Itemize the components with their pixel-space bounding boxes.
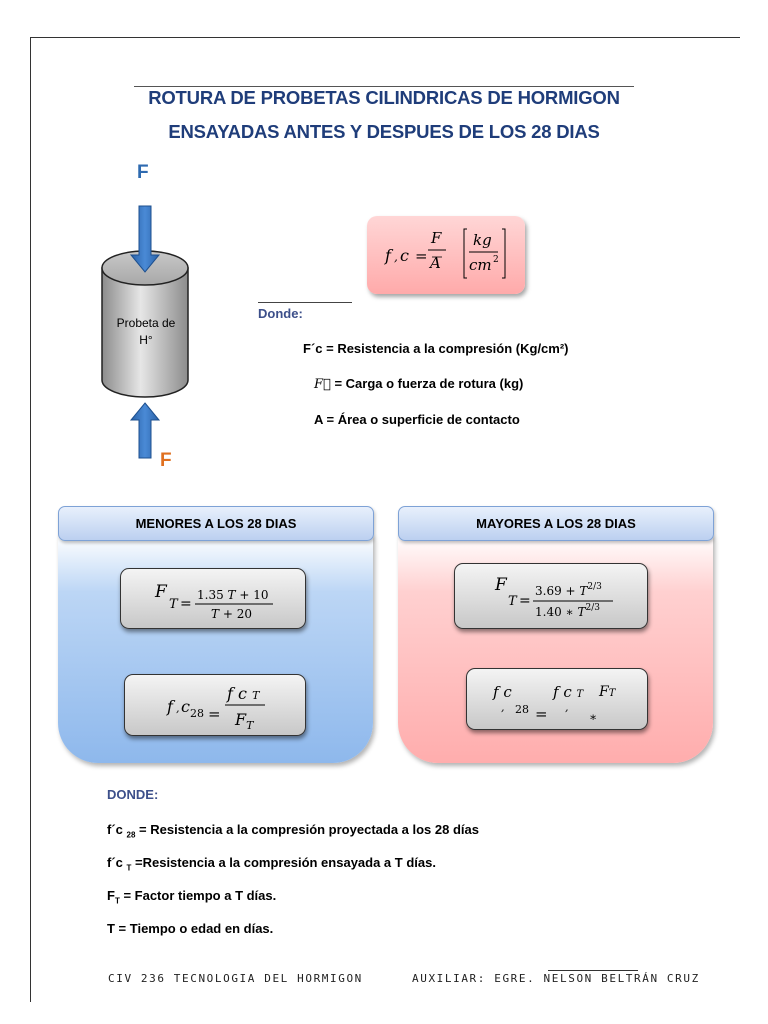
panel-header-menores: MENORES A LOS 28 DIAS bbox=[58, 506, 374, 541]
svg-text:f: f bbox=[167, 697, 173, 716]
cylinder-diagram bbox=[95, 200, 205, 462]
formula-ft-menores bbox=[120, 568, 306, 629]
footer-course: CIV 236 TECNOLOGIA DEL HORMIGON bbox=[108, 972, 363, 985]
footer-rule bbox=[548, 970, 638, 971]
panel-header-mayores: MAYORES A LOS 28 DIAS bbox=[398, 506, 714, 541]
svg-text:3.69 + T2/3: $3.69 + T^{2/3}$ bbox=[535, 582, 602, 598]
svg-text:f: f bbox=[385, 246, 391, 265]
definition-fc28: f´c $_{28}$ = Resistencia a la compresión proyectada a los 28 días bbox=[107, 822, 479, 840]
definition-f: F⃗ = Carga o fuerza de rotura (kg) bbox=[314, 376, 524, 392]
svg-text:F: F bbox=[431, 229, 442, 247]
svg-text:1.35 T + 10: 1.35 T + 10 bbox=[197, 588, 269, 602]
svg-text:kg: kg bbox=[473, 231, 492, 249]
page-border-left bbox=[30, 37, 31, 1002]
svg-text:c: c bbox=[400, 246, 409, 265]
svg-text:28: 28 bbox=[515, 703, 529, 716]
title-line-2: ENSAYADAS ANTES Y DESPUES DE LOS 28 DIAS bbox=[168, 121, 600, 142]
svg-text:=: = bbox=[415, 247, 428, 265]
svg-text:=: = bbox=[519, 593, 531, 609]
svg-text:T + 20: T + 20 bbox=[211, 607, 252, 621]
force-label-bottom: F bbox=[160, 450, 172, 471]
title-line-1: ROTURA DE PROBETAS CILINDRICAS DE HORMIGON bbox=[148, 87, 620, 108]
definition-a: A = Área o superficie de contacto bbox=[314, 412, 520, 427]
definition-fct: f´c $_T$ =Resistencia a la compresión ensayada a T días. bbox=[107, 855, 436, 873]
formula-fc28-mayores bbox=[466, 668, 648, 730]
formula-ft-mayores bbox=[454, 563, 648, 629]
svg-text:=: = bbox=[180, 596, 192, 612]
svg-text:f c T: f c T bbox=[227, 684, 260, 703]
page-border-top bbox=[30, 37, 740, 38]
svg-text:FT: $F_T$ bbox=[235, 710, 254, 732]
svg-text:28: 28 bbox=[190, 707, 204, 720]
svg-text:=: = bbox=[208, 705, 221, 723]
donde-rule bbox=[258, 302, 352, 303]
definition-ft: $F_T$ = Factor tiempo a T días. bbox=[107, 888, 277, 906]
footer-author: AUXILIAR: EGRE. NELSON BELTRÁN CRUZ bbox=[412, 972, 700, 985]
svg-text:∗: ∗ bbox=[589, 710, 598, 724]
svg-text:c: c bbox=[181, 697, 190, 716]
definition-ft-text: = Factor tiempo a T días. bbox=[119, 888, 277, 903]
svg-text:FT: FT bbox=[599, 684, 616, 700]
definition-t: T = Tiempo o edad en días. bbox=[107, 921, 274, 936]
svg-text:A: A bbox=[430, 254, 441, 272]
svg-text:2: 2 bbox=[493, 255, 499, 265]
svg-text:F: F bbox=[495, 575, 507, 595]
svg-text:f c: f c bbox=[493, 683, 512, 701]
cylinder-label-2: H° bbox=[139, 333, 153, 347]
svg-text:=: = bbox=[535, 705, 548, 723]
svg-text:,: , bbox=[501, 701, 505, 714]
arrow-up-icon bbox=[131, 403, 159, 458]
formula-fc-svg bbox=[367, 216, 525, 294]
svg-text:,: , bbox=[176, 702, 180, 715]
definition-fct-text: =Resistencia a la compresión ensayada a T días. bbox=[131, 855, 436, 870]
definition-f-text: = Carga o fuerza de rotura (kg) bbox=[330, 376, 524, 391]
svg-text:T: T bbox=[508, 594, 517, 609]
definition-fc: F´c = Resistencia a la compresión (Kg/cm²) bbox=[303, 341, 569, 356]
donde2-label: DONDE: bbox=[107, 787, 159, 802]
svg-text:f c T: f c T bbox=[553, 683, 584, 701]
definition-fc28-text: = Resistencia a la compresión proyectada a los 28 días bbox=[135, 822, 479, 837]
svg-text:cm: cm bbox=[469, 256, 492, 274]
svg-text:T: T bbox=[169, 597, 178, 612]
formula-fc bbox=[367, 216, 525, 294]
donde-label: Donde: bbox=[258, 306, 303, 321]
svg-text:,: , bbox=[394, 250, 398, 264]
svg-text:,: , bbox=[565, 701, 569, 714]
force-label-top: F bbox=[137, 162, 149, 183]
formula-fc28-menores bbox=[124, 674, 306, 736]
svg-text:F: F bbox=[155, 582, 167, 602]
svg-text:1.40 ∗ T2/3: 1.40 ∗ $T^{2/3}$ bbox=[535, 603, 601, 619]
cylinder-label-1: Probeta de bbox=[116, 316, 176, 330]
